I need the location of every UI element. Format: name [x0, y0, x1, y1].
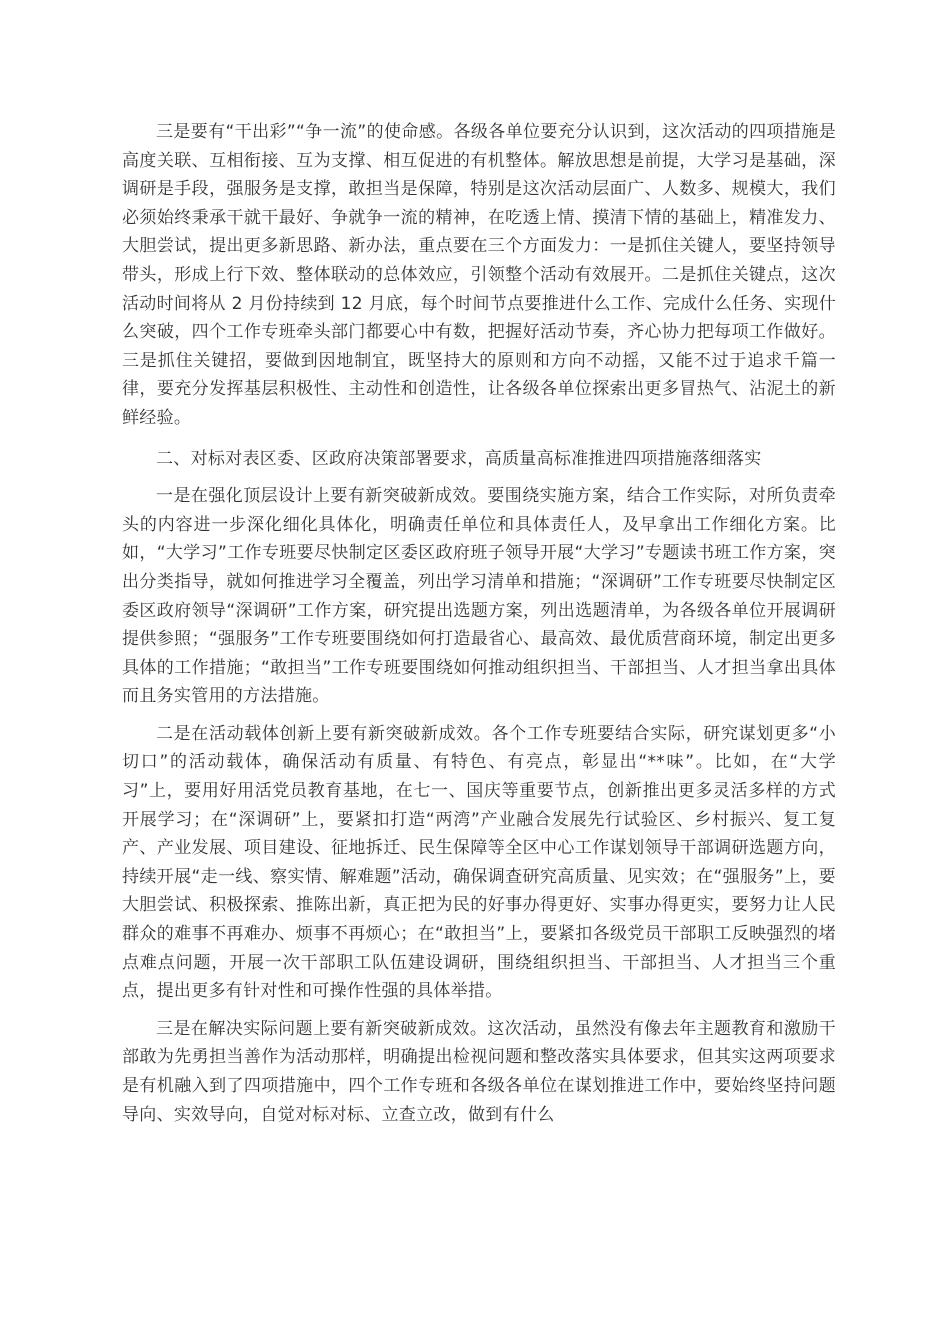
section-heading-two: 二、对标对表区委、区政府决策部署要求，高质量高标准推进四项措施落细落实	[156, 448, 762, 469]
paragraph-activity-carrier: 二是在活动载体创新上要有新突破新成效。各个工作专班要结合实际，研究谋划更多“小切口”的活动载体，确保活动有质量、有特色、有亮点，彰显出“**味”。比如，在“大学习”上，要用好用活党员教育基地，在七一、国庆等重要节点，创新推出更多灵活多样的方式开展学习；在“深调研”上，要紧扣打造“两湾”产业融合发展先行试验区、乡村振兴、复工复产、产业发展、项目建设、征地拆迁、民生保障等全区中心工作谋划领导干部调研选题方向，持续开展“走一线、察实情、解难题”活动，确保调查研究高质量、见实效；在“强服务”上，要大胆尝试、积极探索、推陈出新，真正把为民的好事办得更好、实事办得更实，要努力让人民群众的难事不再难办、烦事不再烦心；在“敢担当”上，要紧扣各级党员干部职工反映强烈的堵点难点问题，开展一次干部职工队伍建设调研，围绕组织担当、干部担当、人才担当三个重点，提出更多有针对性和可操作性强的具体举措。	[122, 723, 836, 1002]
document-body	[122, 118, 836, 1129]
paragraph-top-level-design: 一是在强化顶层设计上要有新突破新成效。要围绕实施方案，结合工作实际，对所负责牵头的内容进一步深化细化具体化，明确责任单位和具体责任人，及早拿出工作细化方案。比如，“大学习”工作专班要尽快制定区委区政府班子领导开展“大学习”专题读书班工作方案，突出分类指导，就如何推进学习全覆盖，列出学习清单和措施；“深调研”工作专班要尽快制定区委区政府领导“深调研”工作方案，研究提出选题方案，列出选题清单，为各级各单位开展调研提供参照；“强服务”工作专班要围绕如何打造最省心、最高效、最优质营商环境，制定出更多具体的工作措施；“敢担当”工作专班要围绕如何推动组织担当、干部担当、人才担当拿出具体而且务实管用的方法措施。	[122, 486, 836, 707]
paragraph-mission: 三是要有“干出彩”“争一流”的使命感。各级各单位要充分认识到，这次活动的四项措施是高度关联、互相衔接、互为支撑、相互促进的有机整体。解放思想是前提，大学习是基础，深调研是手段，强服务是支撑，敢担当是保障，特别是这次活动层面广、人数多、规模大，我们必须始终秉承干就干最好、争就争一流的精神，在吃透上情、摸清下情的基础上，精准发力、大胆尝试，提出更多新思路、新办法，重点要在三个方面发力：一是抓住关键人，要坚持领导带头，形成上行下效、整体联动的总体效应，引领整个活动有效展开。二是抓住关键点，这次活动时间将从 2 月份持续到 12 月底，每个时间节点要推进什么工作、完成什么任务、实现什么突破，四个工作专班牵头部门都要心中有数，把握好活动节奏，齐心协力把每项工作做好。三是抓住关键招，要做到因地制宜，既坚持大的原则和方向不动摇，又能不过于追求千篇一律，要充分发挥基层积极性、主动性和创造性，让各级各单位探索出更多冒热气、沾泥土的新鲜经验。	[122, 122, 836, 428]
paragraph-practical-problems: 三是在解决实际问题上要有新突破新成效。这次活动，虽然没有像去年主题教育和激励干部敢为先勇担当善作为活动那样，明确提出检视问题和整改落实具体要求，但其实这两项要求是有机融入到了四项措施中，四个工作专班和各级各单位在谋划推进工作中，要始终坚持问题导向、实效导向，自觉对标对标、立查立改，做到有什么	[122, 1018, 836, 1125]
